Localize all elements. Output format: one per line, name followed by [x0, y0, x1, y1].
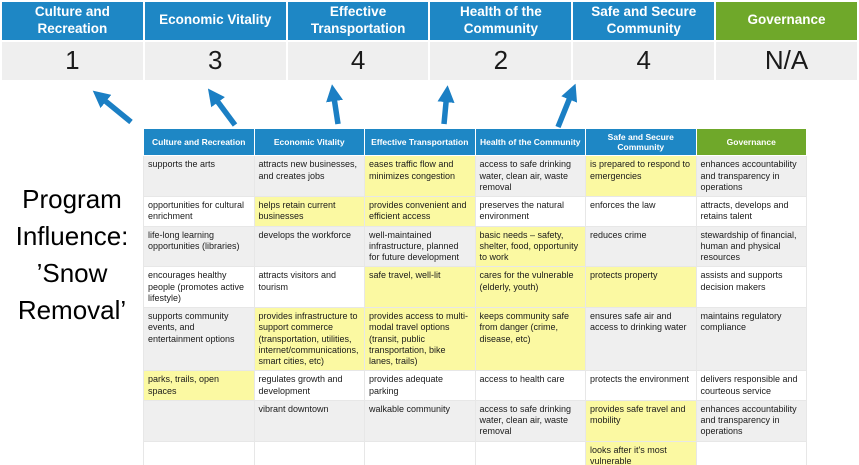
matrix-cell: attracts visitors and tourism	[254, 267, 365, 308]
matrix-cell: helps retain current businesses	[254, 197, 365, 227]
matrix-header-row	[144, 129, 807, 156]
score-health: 2	[430, 42, 571, 80]
matrix-cell	[254, 441, 365, 465]
matrix-cell: is prepared to respond to emergencies	[586, 156, 697, 197]
up-arrow-icon	[444, 92, 447, 124]
matrix-cell: provides convenient and efficient access	[365, 197, 476, 227]
matrix-cell: eases traffic flow and minimizes congestion	[365, 156, 476, 197]
summary-header-row	[2, 2, 857, 40]
matrix-cell	[144, 441, 255, 465]
matrix-cell: enforces the law	[586, 197, 697, 227]
matrix-header-health: Health of the Community	[475, 129, 586, 156]
matrix-cell: looks after it's most vulnerable	[586, 441, 697, 465]
score-economic: 3	[145, 42, 286, 80]
matrix-cell	[475, 441, 586, 465]
matrix-cell: develops the workforce	[254, 226, 365, 267]
program-label-line: Removal’	[17, 294, 127, 325]
matrix-cell: opportunities for cultural enrichment	[144, 197, 255, 227]
matrix-cell: keeps community safe from danger (crime, disease, etc)	[475, 308, 586, 371]
summary-score-row	[2, 42, 857, 80]
matrix-cell	[144, 400, 255, 441]
matrix-cell: stewardship of financial, human and physical resources	[696, 226, 807, 267]
matrix-cell: provides safe travel and mobility	[586, 400, 697, 441]
matrix-cell: encourages healthy people (promotes active lifestyle)	[144, 267, 255, 308]
matrix-cell: access to safe drinking water, clean air, waste removal	[475, 400, 586, 441]
summary-header-economic: Economic Vitality	[145, 2, 286, 40]
score-transportation: 4	[288, 42, 429, 80]
up-arrow-icon	[98, 95, 131, 122]
matrix-cell: enhances accountability and transparency in operations	[696, 156, 807, 197]
matrix-row	[144, 267, 807, 308]
score-culture: 1	[2, 42, 143, 80]
summary-table	[2, 2, 857, 80]
matrix-row	[144, 371, 807, 401]
summary-header-health: Health of the Community	[430, 2, 571, 40]
program-label-line: Influence:	[15, 220, 129, 251]
matrix-header-safety: Safe and Secure Community	[586, 129, 697, 156]
up-arrow-icon	[333, 91, 338, 124]
summary-header-culture: Culture and Recreation	[2, 2, 143, 40]
summary-header-governance: Governance	[716, 2, 857, 40]
matrix-cell: parks, trails, open spaces	[144, 371, 255, 401]
matrix-cell: attracts new businesses, and creates jobs	[254, 156, 365, 197]
program-label-line: Program	[22, 184, 122, 214]
up-arrow-icon	[558, 90, 573, 127]
matrix-cell	[696, 441, 807, 465]
matrix-cell: protects property	[586, 267, 697, 308]
matrix-cell: supports community events, and entertainment options	[144, 308, 255, 371]
matrix-row	[144, 308, 807, 371]
matrix-cell: life-long learning opportunities (libraries)	[144, 226, 255, 267]
matrix-cell: provides infrastructure to support commerce (transportation, utilities, internet/communications, smart cities, etc)	[254, 308, 365, 371]
arrows-layer	[0, 76, 859, 130]
program-label	[2, 181, 142, 329]
matrix-cell: delivers responsible and courteous service	[696, 371, 807, 401]
matrix-cell: enhances accountability and transparency in operations	[696, 400, 807, 441]
matrix-cell	[365, 441, 476, 465]
matrix-row	[144, 226, 807, 267]
matrix-cell: regulates growth and development	[254, 371, 365, 401]
matrix-body	[144, 156, 807, 465]
program-label-line: ’Snow	[36, 257, 108, 288]
matrix-cell: maintains regulatory compliance	[696, 308, 807, 371]
matrix-cell: assists and supports decision makers	[696, 267, 807, 308]
matrix-cell: basic needs – safety, shelter, food, opportunity to work	[475, 226, 586, 267]
summary-header-transportation: Effective Transportation	[288, 2, 429, 40]
matrix-row	[144, 197, 807, 227]
matrix-cell: safe travel, well-lit	[365, 267, 476, 308]
matrix-row	[144, 441, 807, 465]
matrix-cell: supports the arts	[144, 156, 255, 197]
matrix-row	[144, 400, 807, 441]
matrix-header-governance: Governance	[696, 129, 807, 156]
summary-header-safety: Safe and Secure Community	[573, 2, 714, 40]
matrix-cell: attracts, develops and retains talent	[696, 197, 807, 227]
matrix-row	[144, 156, 807, 197]
matrix-cell: provides adequate parking	[365, 371, 476, 401]
matrix-header-transportation: Effective Transportation	[365, 129, 476, 156]
matrix-cell: preserves the natural environment	[475, 197, 586, 227]
matrix-header-economic: Economic Vitality	[254, 129, 365, 156]
matrix-cell: ensures safe air and access to drinking water	[586, 308, 697, 371]
matrix-cell: well-maintained infrastructure, planned for future development	[365, 226, 476, 267]
up-arrow-icon	[212, 94, 235, 125]
matrix-cell: walkable community	[365, 400, 476, 441]
score-governance: N/A	[716, 42, 857, 80]
matrix-cell: vibrant downtown	[254, 400, 365, 441]
matrix-header-culture: Culture and Recreation	[144, 129, 255, 156]
matrix-cell: protects the environment	[586, 371, 697, 401]
matrix-cell: reduces crime	[586, 226, 697, 267]
matrix-cell: provides access to multi-modal travel options (transit, public transportation, bike lanes, trails)	[365, 308, 476, 371]
matrix-cell: access to safe drinking water, clean air, waste removal	[475, 156, 586, 197]
matrix-cell: cares for the vulnerable (elderly, youth)	[475, 267, 586, 308]
matrix-table	[143, 128, 807, 465]
score-safety: 4	[573, 42, 714, 80]
matrix-cell: access to health care	[475, 371, 586, 401]
